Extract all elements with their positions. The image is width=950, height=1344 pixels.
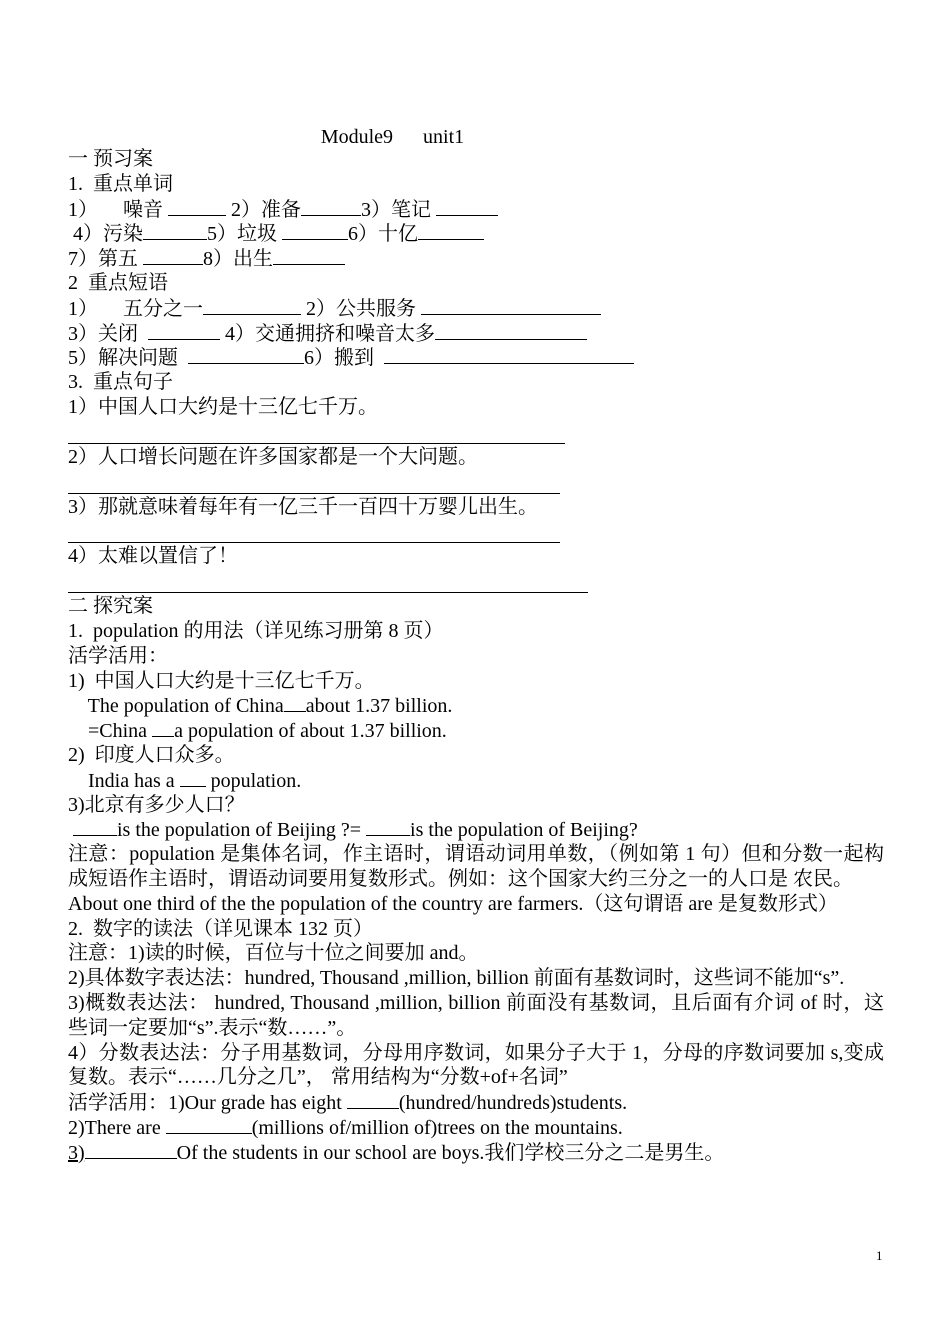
numbers-heading: 2. 数字的读法（详见课本 132 页） xyxy=(68,917,373,940)
answer-blank[interactable] xyxy=(366,817,410,836)
exercise-2 xyxy=(68,1115,884,1140)
word-prompt: 4）污染 xyxy=(68,223,143,246)
word-prompt: 7）第五 xyxy=(68,248,143,271)
practice-label: 活学活用： xyxy=(68,644,168,667)
question-text: population. xyxy=(205,769,302,792)
answer-blank[interactable] xyxy=(188,345,304,364)
population-heading: 1. population 的用法（详见练习册第 8 页） xyxy=(68,619,444,642)
word-prompt: 2）准备 xyxy=(226,198,301,221)
word-prompt: 6）十亿 xyxy=(348,223,418,246)
exercise-text: 活学活用：1)Our grade has eight xyxy=(68,1092,347,1115)
numbers-note-4: 4）分数表达法：分子用基数词，分母用序数词，如果分子大于 1，分母的序数词要加 s,变成复数。表示“……几分之几”， 常用结构为“分数+of+名词” xyxy=(68,1041,884,1089)
answer-blank[interactable] xyxy=(418,221,484,240)
answer-blank[interactable] xyxy=(203,296,301,315)
page-number: 1 xyxy=(876,1248,883,1263)
question-3: 3)北京有多少人口？ xyxy=(68,793,245,816)
exercise-text: 3) xyxy=(68,1141,85,1164)
word-prompt: 5）垃圾 xyxy=(207,223,282,246)
word-prompt: 1） 噪音 xyxy=(68,198,168,221)
exercise-1 xyxy=(68,1090,884,1115)
question-1b xyxy=(68,718,884,743)
section-heading-explore: 二 探究案 xyxy=(68,595,153,618)
answer-blank[interactable] xyxy=(301,197,361,216)
phrase-prompt: 3）关闭 xyxy=(68,322,148,345)
numbers-note-1: 注意：1)读的时候，百位与十位之间要加 and。 xyxy=(68,942,479,965)
answer-blank[interactable] xyxy=(347,1090,399,1109)
question-1a xyxy=(68,693,884,718)
answer-line[interactable] xyxy=(68,442,565,444)
answer-line[interactable] xyxy=(68,591,588,593)
numbers-note-2: 2)具体数字表达法：hundred, Thousand ,million, billion 前面有基数词时，这些词不能加“s”. xyxy=(68,967,845,990)
word-prompt: 8）出生 xyxy=(203,248,273,271)
question-1: 1) 中国人口大约是十三亿七千万。 xyxy=(68,669,375,692)
phrase-prompt: 2）公共服务 xyxy=(301,297,421,320)
answer-blank[interactable] xyxy=(180,768,206,787)
exercise-text: (hundred/hundreds)students. xyxy=(398,1092,628,1115)
exercise-3 xyxy=(68,1140,884,1165)
question-text: about 1.37 billion. xyxy=(305,695,453,718)
sentence-prompt-2: 2）人口增长问题在许多国家都是一个大问题。 xyxy=(68,445,478,468)
question-text: a population of about 1.37 billion. xyxy=(174,720,447,743)
section-heading-preview: 一 预习案 xyxy=(68,148,153,170)
question-text: The population of China xyxy=(68,695,284,718)
words-row-1 xyxy=(68,197,884,222)
phrase-prompt: 4）交通拥挤和噪音太多 xyxy=(220,322,435,345)
answer-blank[interactable] xyxy=(166,1115,252,1134)
answer-blank[interactable] xyxy=(73,817,117,836)
phrases-row-2 xyxy=(68,321,884,346)
question-text: is the population of Beijing? xyxy=(410,819,638,842)
answer-blank[interactable] xyxy=(85,1140,177,1159)
phrase-prompt: 1） 五分之一 xyxy=(68,297,203,320)
answer-blank[interactable] xyxy=(148,321,220,340)
answer-blank[interactable] xyxy=(282,221,348,240)
exercise-text: Of the students in our school are boys.我们学校三分之二是男生。 xyxy=(176,1141,725,1164)
answer-blank[interactable] xyxy=(435,321,587,340)
words-row-2 xyxy=(68,221,884,246)
answer-blank[interactable] xyxy=(436,197,498,216)
phrase-prompt: 5）解决问题 xyxy=(68,347,188,370)
answer-blank[interactable] xyxy=(152,718,174,737)
question-text: India has a xyxy=(68,769,180,792)
page-title: Module9 unit1 xyxy=(320,126,465,148)
exercise-text: 2)There are xyxy=(68,1116,166,1139)
exercise-text: (millions of/million of)trees on the mountains. xyxy=(251,1116,623,1139)
answer-blank[interactable] xyxy=(143,221,207,240)
sentence-prompt-3: 3）那就意味着每年有一亿三千一百四十万婴儿出生。 xyxy=(68,495,538,518)
sentence-prompt-4: 4）太难以置信了！ xyxy=(68,545,238,568)
answer-line[interactable] xyxy=(68,492,560,494)
answer-blank[interactable] xyxy=(143,246,203,265)
numbers-note-3: 3)概数表达法： hundred, Thousand ,million, billion 前面没有基数词，且后面有介词 of 时，这些词一定要加“s”.表示“数……”。 xyxy=(68,991,884,1039)
population-note: 注意：population 是集体名词，作主语时，谓语动词用单数，（例如第 1 句）但和分数一起构成短语作主语时，谓语动词要用复数形式。例如：这个国家大约三分之一的人口是 农民。 xyxy=(68,843,884,890)
question-2: 2) 印度人口众多。 xyxy=(68,743,235,766)
question-2a xyxy=(68,768,884,793)
population-example: About one third of the the population of the country are farmers.（这句谓语 are 是复数形式） xyxy=(68,892,838,915)
question-text: is the population of Beijing ?= xyxy=(117,819,367,842)
words-row-3 xyxy=(68,246,884,271)
phrase-prompt: 6）搬到 xyxy=(304,347,384,370)
word-prompt: 3）笔记 xyxy=(361,198,436,221)
sentences-heading: 3. 重点句子 xyxy=(68,371,173,394)
phrases-heading: 2 重点短语 xyxy=(68,271,168,294)
answer-blank[interactable] xyxy=(168,197,226,216)
worksheet-body xyxy=(68,147,884,1164)
answer-blank[interactable] xyxy=(384,345,634,364)
question-text: =China xyxy=(68,720,153,743)
answer-blank[interactable] xyxy=(421,296,601,315)
answer-blank[interactable] xyxy=(273,246,345,265)
answer-line[interactable] xyxy=(68,541,560,543)
words-heading: 1. 重点单词 xyxy=(68,172,173,195)
phrases-row-3 xyxy=(68,345,884,370)
question-3a xyxy=(68,817,884,842)
sentence-prompt-1: 1）中国人口大约是十三亿七千万。 xyxy=(68,395,378,418)
answer-blank[interactable] xyxy=(284,693,306,712)
phrases-row-1 xyxy=(68,296,884,321)
